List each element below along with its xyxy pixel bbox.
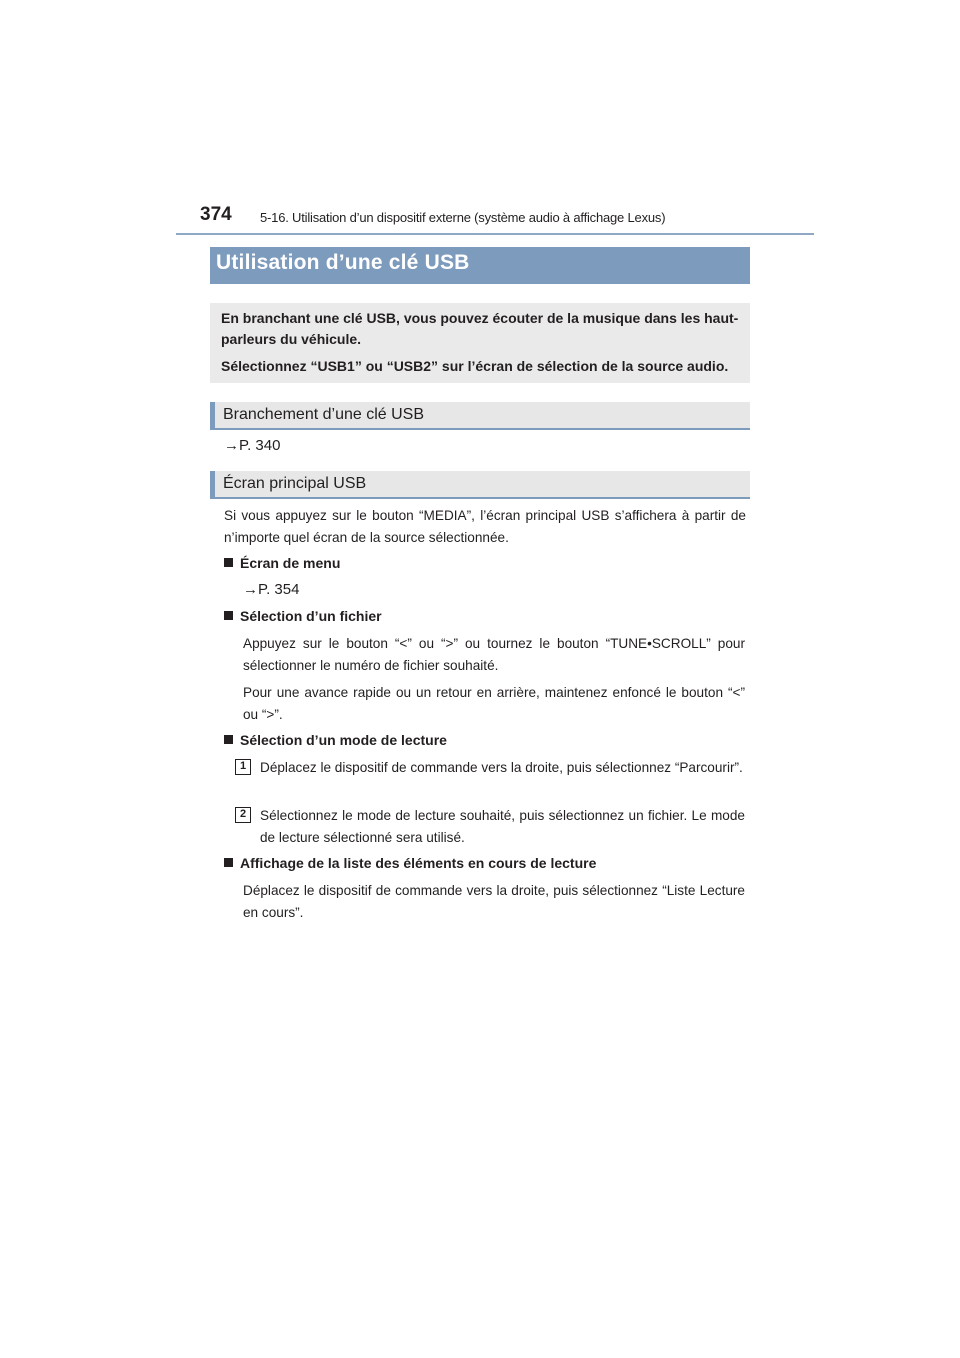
intro-box — [210, 303, 750, 383]
subheading-label: Sélection d’un fichier — [240, 608, 382, 624]
now-playing-text: Déplacez le dispositif de commande vers la droite, puis sélectionnez “Liste Lecture en cours”. — [243, 883, 745, 920]
square-bullet-icon — [224, 735, 233, 744]
subheading-file-selection — [224, 608, 382, 624]
page-header — [176, 200, 814, 234]
step-number-badge: 2 — [235, 807, 251, 823]
subheading-label: Affichage de la liste des éléments en cours de lecture — [240, 855, 597, 871]
step-text: Déplacez le dispositif de commande vers la droite, puis sélectionnez “Parcourir”. — [260, 760, 743, 775]
square-bullet-icon — [224, 558, 233, 567]
section-heading-connect: Branchement d’une clé USB — [210, 402, 750, 430]
intro-text-2: Sélectionnez “USB1” ou “USB2” sur l’écran de sélection de la source audio. — [221, 358, 729, 374]
main-screen-description: Si vous appuyez sur le bouton “MEDIA”, l’écran principal USB s’affichera à partir de n’importe quel écran de la source sélectionnée. — [224, 508, 746, 545]
subheading-menu-screen — [224, 555, 340, 571]
file-selection-text-1: Appuyez sur le bouton “<” ou “>” ou tournez le bouton “TUNE•SCROLL” pour sélectionner le numéro de fichier souhaité. — [243, 636, 745, 673]
square-bullet-icon — [224, 611, 233, 620]
page-reference-link[interactable]: →P. 340 — [224, 437, 281, 454]
step-number-badge: 1 — [235, 759, 251, 775]
page-title: Utilisation d’une clé USB — [210, 247, 750, 284]
subheading-label: Écran de menu — [240, 555, 341, 571]
subheading-now-playing — [224, 855, 596, 871]
square-bullet-icon — [224, 858, 233, 867]
section-breadcrumb: 5-16. Utilisation d’un dispositif externe (système audio à affichage Lexus) — [260, 210, 666, 225]
page-reference-link[interactable]: →P. 354 — [243, 581, 300, 598]
intro-text-1: En branchant une clé USB, vous pouvez écouter de la musique dans les haut-parleurs du véhicule. — [221, 310, 739, 347]
section-heading-main-screen: Écran principal USB — [210, 471, 750, 499]
header-divider — [176, 233, 814, 235]
file-selection-text-2: Pour une avance rapide ou un retour en arrière, maintenez enfoncé le bouton “<” ou “>”. — [243, 685, 745, 722]
page-number: 374 — [200, 204, 232, 225]
subheading-play-mode — [224, 732, 447, 748]
subheading-label: Sélection d’un mode de lecture — [240, 732, 447, 748]
step-text: Sélectionnez le mode de lecture souhaité, puis sélectionnez un fichier. Le mode de lecture sélectionné sera utilisé. — [260, 808, 745, 845]
